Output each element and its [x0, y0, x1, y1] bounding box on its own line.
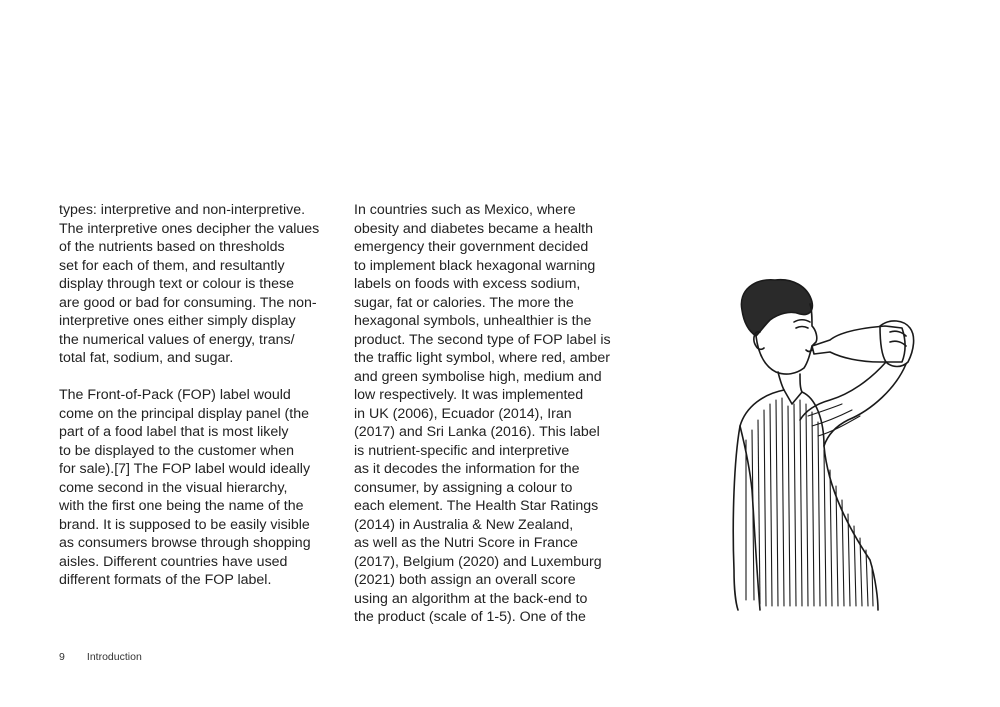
raised-arm — [800, 362, 886, 420]
shirt-stripes — [746, 398, 873, 606]
page-number: 9 — [59, 651, 65, 663]
page-footer — [59, 651, 142, 663]
left-text-column — [59, 201, 339, 590]
left-paragraph-1: types: interpretive and non-interpretive. The interpretive ones decipher the values of the nutrients based on thresholds set for each of them, and resultantly display through text or colour is these are good or bad for consuming. The non- interpretive ones either simply display the numerical values of energy, trans/ total fat, sodium, and sugar. — [59, 202, 320, 366]
eye — [796, 327, 808, 329]
right-text-column — [354, 201, 634, 627]
right-paragraph-1: In countries such as Mexico, where obesity and diabetes became a health emergency their government decided to implement black hexagonal warning labels on foods with excess sodium, sugar, fat or calories. The more the hexagonal symbols, unhealthier is the product. The second type of FOP label is the traffic light symbol, where red, amber and green symbolise high, medium and low respectively. It was implemented in UK (2006), Ecuador (2014), Iran (2017) and Sri Lanka (2016). This label is nutrient-specific and interpretive as it decodes the information for the consumer, by assigning a colour to each element. The Health Star Ratings (2014) in Australia & New Zealand, as well as the Nutri Score in France (2017), Belgium (2020) and Luxemburg (2021) both assign an overall score using an algorithm at the back-end to the product (scale of 1-5). One of the — [354, 202, 611, 625]
paragraph-gap — [59, 368, 339, 387]
man-drinking-from-bottle-illustration — [720, 270, 925, 615]
left-paragraph-2: The Front-of-Pack (FOP) label would come on the principal display panel (the part of a food label that is most likely to be displayed to the customer when for sale).[7] The FOP label would ideally come second in the visual hierarchy, with the first one being the name of the brand. It is supposed to be easily visible as consumers browse through shopping aisles. Different countries have used different formats of the FOP label. — [59, 387, 311, 588]
hair — [741, 280, 812, 336]
ear — [754, 332, 764, 350]
section-name: Introduction — [86, 651, 142, 663]
